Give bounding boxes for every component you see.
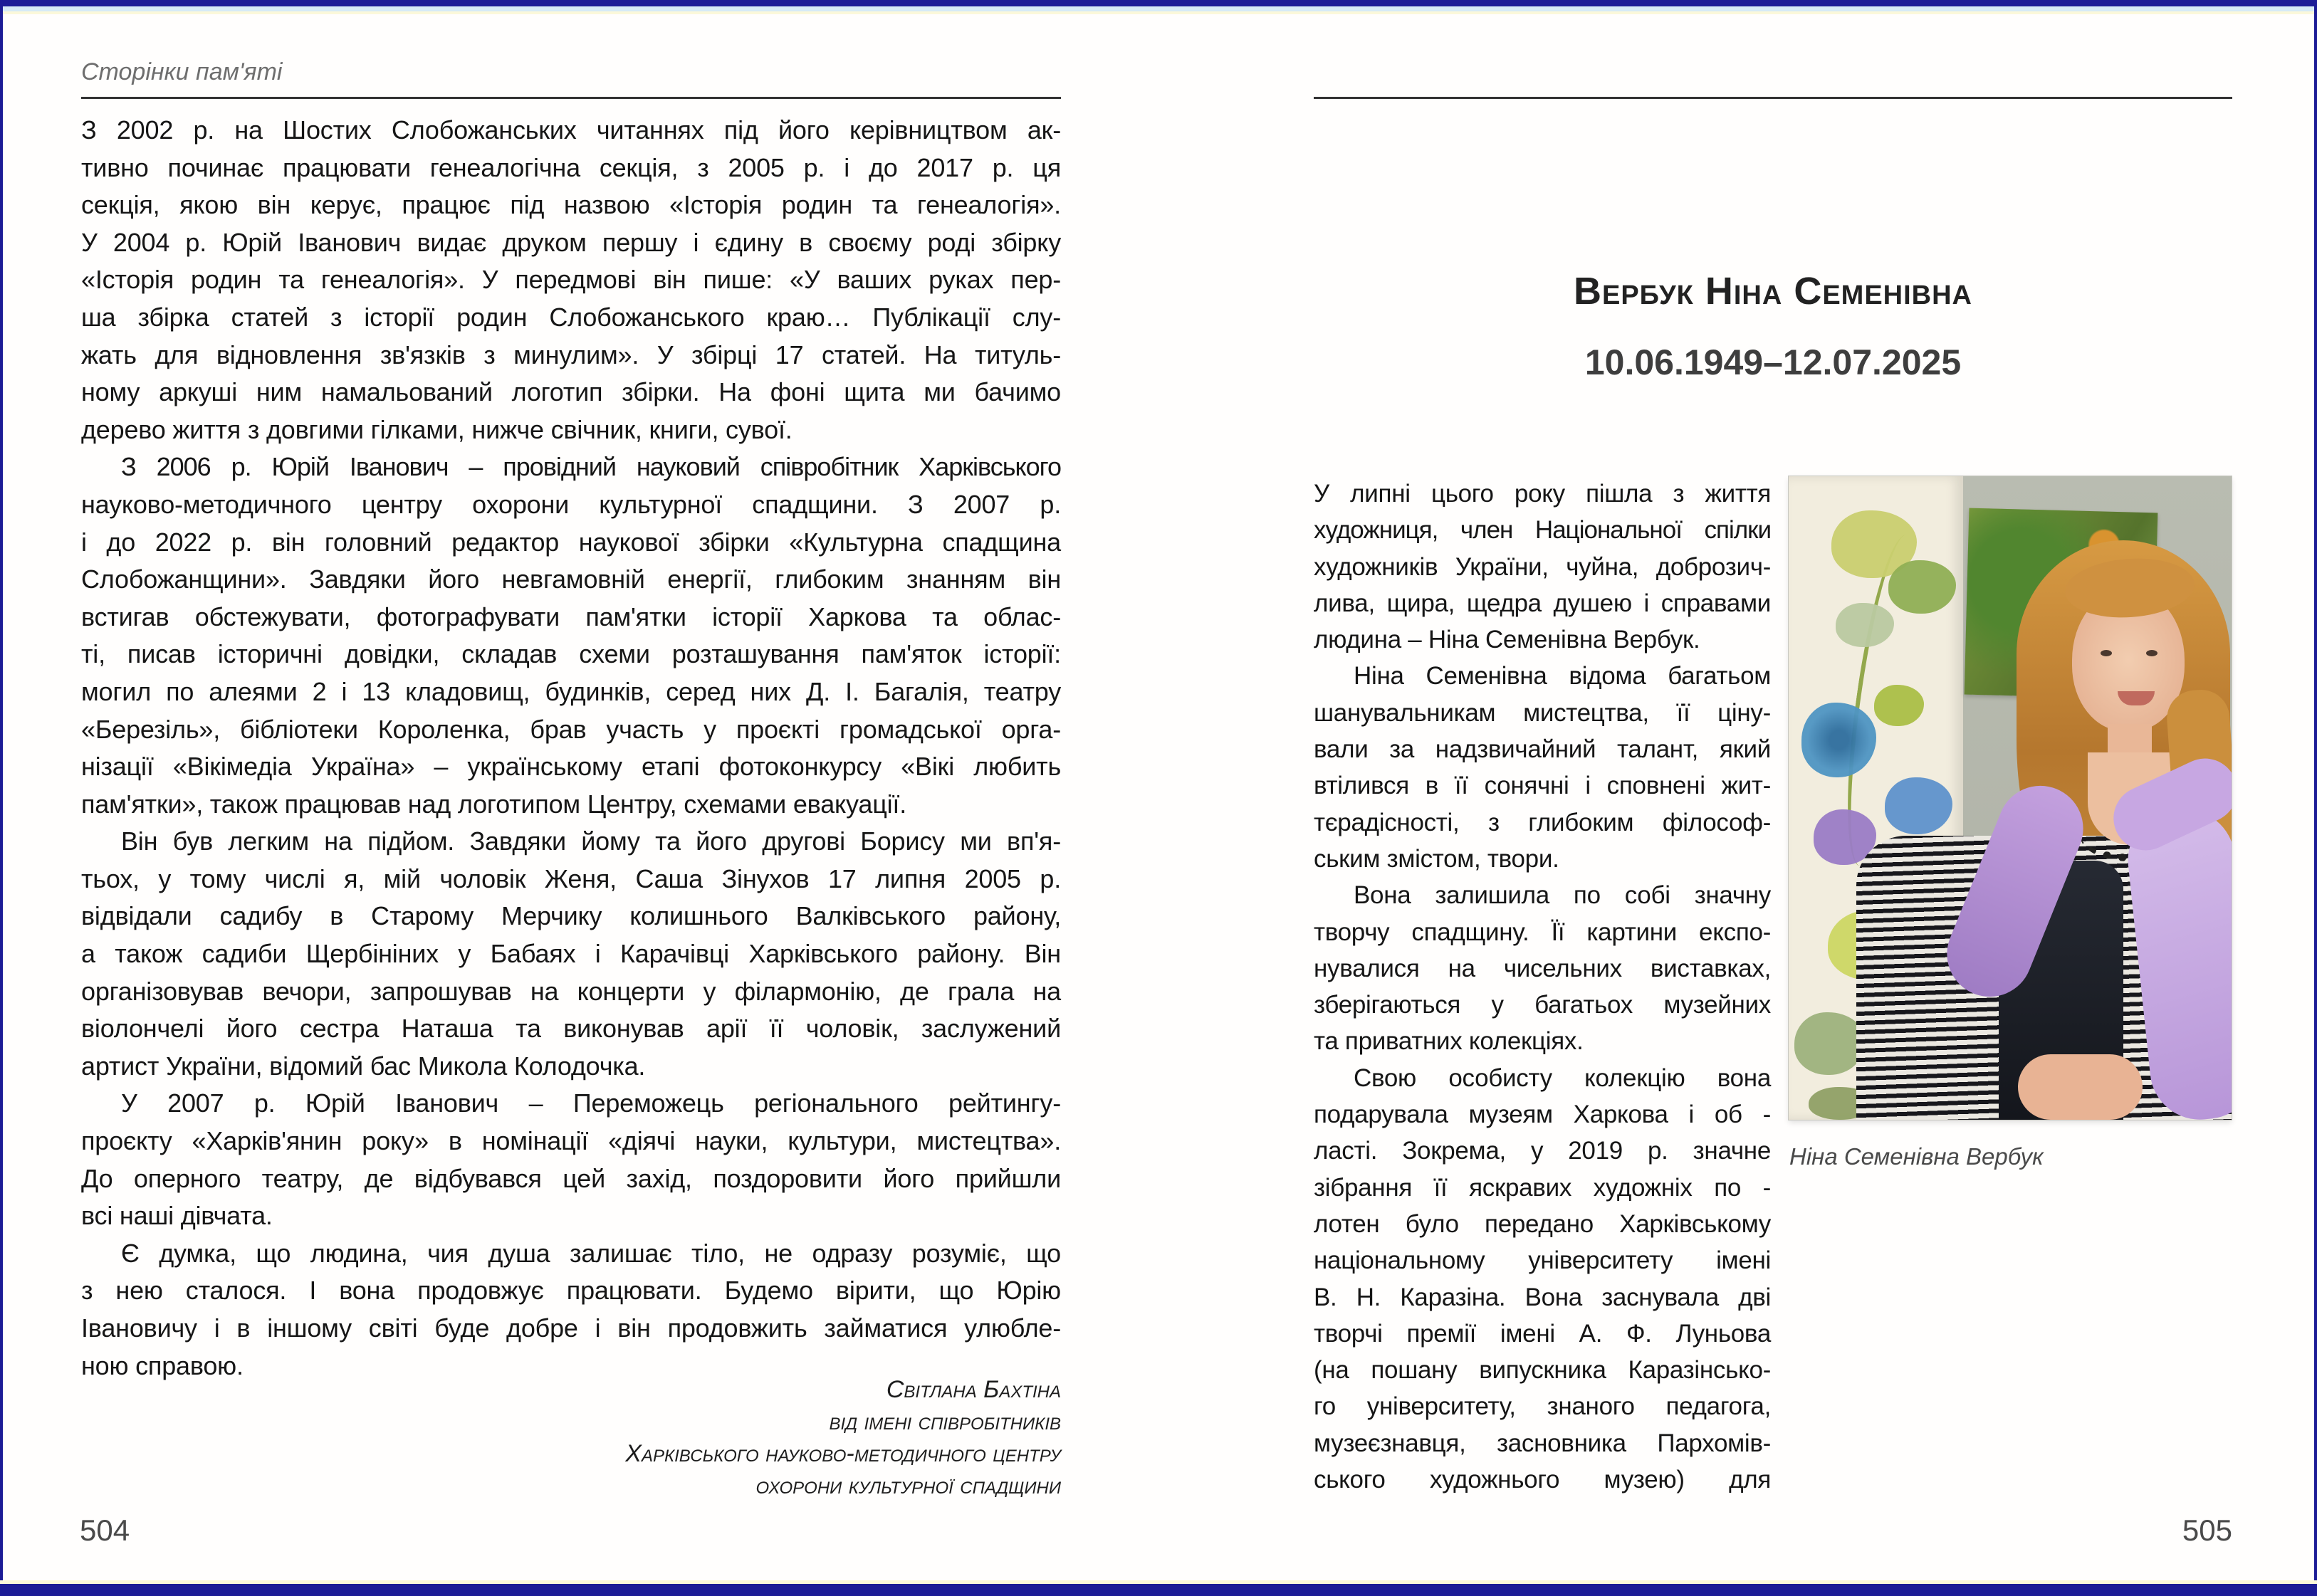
text-line: До оперного театру, де відбувався цей захід, поздоровити його прийшли [81, 1163, 1061, 1193]
text-line: подарувала музеям Харкова і об - [1314, 1101, 1771, 1129]
memorial-photo [1789, 476, 2232, 1120]
text-line: людина – Ніна Семенівна Вербук. [1314, 626, 1700, 654]
text-line: дерево життя з довгими гілками, нижче свічник, книги, сувої. [81, 414, 793, 444]
text-line: Ніна Семенівна відома багатьом [1354, 662, 1771, 691]
right-page-body [1314, 476, 1771, 1498]
text-line: тьох, у тому числі я, мій чоловік Женя, Саша Зінухов 17 липня 2005 р. [81, 863, 1061, 893]
memorial-title: Вербук Ніна Семенівна [1573, 270, 1972, 313]
text-line: жать для відновлення зв'язків з минулим». У збірці 17 статей. На титуль- [81, 340, 1061, 369]
text-line: лотен було передано Харківському [1314, 1209, 1771, 1238]
frame-top-cream [0, 11, 2317, 14]
running-head: Сторінки пам'яті [81, 58, 283, 85]
text-line: тивно починає працювати генеалогічна секція, з 2005 р. і до 2017 р. ця [81, 152, 1061, 182]
text-line: ному аркуші ним намальований логотип збірки. На фоні щита ми бачимо [81, 377, 1061, 407]
text-line: (на пошану випускника Каразінсько- [1314, 1356, 1771, 1385]
text-line: шанувальникам мистецтва, її ціну- [1314, 698, 1771, 727]
text-line: зібрання її яскравих художніх по - [1314, 1173, 1771, 1202]
text-line: У 2004 р. Юрій Іванович видає друком першу і єдину в своєму роді збірку [81, 227, 1061, 257]
text-line: Вона залишила по собі значну [1354, 881, 1771, 910]
text-line: ті, писав історичні довідки, складав схеми розташування пам'яток історії: [81, 639, 1061, 669]
signature-block [81, 1374, 1061, 1502]
text-line: Івановичу і в іншому світі буде добре і він продовжить займатися улюбле- [81, 1313, 1061, 1343]
frame-bottom-navy [0, 1584, 2317, 1596]
text-line: творчі премії імені А. Ф. Луньова [1314, 1319, 1771, 1348]
text-line: «Історія родин та генеалогія». У передмові він пише: «У ваших руках пер- [81, 265, 1061, 295]
woman-hands [2018, 1054, 2143, 1120]
page-number-right: 505 [2182, 1513, 2232, 1547]
text-line: Є думка, що людина, чия душа залишає тіло, не одразу розуміє, що [121, 1238, 1061, 1268]
text-line: Слобожанщини». Завдяки його невгамовній енергії, глибоким знанням він [81, 565, 1061, 594]
frame-top-lightblue [0, 6, 2317, 11]
text-line: відвідали садибу в Старому Мерчику колишнього Валківського району, [81, 901, 1061, 931]
text-line: творчу спадщину. Її картини експо- [1314, 918, 1771, 946]
left-page-body [81, 112, 1061, 1385]
page-number-left: 504 [80, 1513, 130, 1547]
text-line: науково-методичного центру охорони культурної спадщини. З 2007 р. [81, 489, 1061, 519]
text-line: Він був легким на підйом. Завдяки йому та його другові Борису ми вп'я- [121, 826, 1061, 856]
text-line: «Березіль», бібліотеки Короленка, брав участь у проєкті громадської орга- [81, 714, 1061, 744]
photo-caption: Ніна Семенівна Вербук [1789, 1143, 2044, 1170]
text-line: втілився в її сонячні і сповнені жит- [1314, 772, 1771, 800]
text-line: ша збірка статей з історії родин Слобожанського краю… Публікації слу- [81, 302, 1061, 332]
text-line: ського художнього музею) для [1314, 1466, 1771, 1494]
text-line: віолончелі його сестра Наташа та виконував арії її чоловік, заслужений [81, 1014, 1061, 1044]
text-line: артист України, відомий бас Микола Колодочка. [81, 1051, 646, 1081]
text-line: У липні цього року пішла з життя [1314, 480, 1771, 508]
text-line: і до 2022 р. він головний редактор наукової збірки «Культурна спадщина [81, 527, 1061, 557]
text-line: музеєзнавця, засновника Пархомів- [1314, 1429, 1771, 1457]
text-line: проєкту «Харків'янин року» в номінації «діячі науки, культури, мистецтва». [81, 1126, 1061, 1156]
text-line: встигав обстежувати, фотографувати пам'ятки історії Харкова та облас- [81, 602, 1061, 631]
woman-eye [2146, 650, 2158, 656]
text-line: У 2007 р. Юрій Іванович – Переможець регіонального рейтингу- [121, 1088, 1061, 1118]
header-rule-right [1314, 97, 2232, 99]
text-line: З 2002 р. на Шостих Слобожанських читаннях під його керівництвом ак- [81, 115, 1061, 145]
text-line: тєрадісності, з глибоким філософ- [1314, 808, 1771, 836]
text-line: нувалися на чисельних виставках, [1314, 954, 1771, 982]
text-line: охорони культурної спадщини [755, 1472, 1061, 1499]
text-line: ною справою. [81, 1350, 244, 1380]
text-line: та приватних колекціях. [1314, 1027, 1584, 1056]
text-line: секція, якою він керує, працює під назвою «Історія родин та генеалогія». [81, 190, 1061, 220]
text-line: ським змістом, твори. [1314, 844, 1559, 873]
text-line: Харківського науково-методичного центру [625, 1440, 1061, 1467]
text-line: Світлана Бахтіна [886, 1376, 1061, 1403]
frame-right [2314, 0, 2317, 1596]
text-line: художників України, чуйна, доброзич- [1314, 552, 1771, 581]
text-line: вали за надзвичайний талант, який [1314, 735, 1771, 764]
text-line: від імені співробітників [829, 1408, 1061, 1435]
frame-left [0, 0, 3, 1596]
woman-eye [2101, 650, 2112, 656]
text-line: національному університету імені [1314, 1246, 1771, 1275]
memorial-dates: 10.06.1949–12.07.2025 [1584, 342, 1962, 382]
text-line: пам'ятки», також працював над логотипом Центру, схемами евакуації. [81, 789, 907, 819]
frame-top-navy [0, 0, 2317, 6]
text-line: Свою особисту колекцію вона [1354, 1064, 1771, 1092]
text-line: В. Н. Каразіна. Вона заснувала дві [1314, 1283, 1771, 1311]
text-line: організовував вечори, запрошував на концерти у філармонію, де грала на [81, 976, 1061, 1006]
text-line: го університету, знаного педагога, [1314, 1392, 1771, 1421]
text-line: З 2006 р. Юрій Іванович – провідний науковий співробітник Харківського [121, 452, 1061, 482]
text-line: лива, щира, щедра душею і справами [1314, 589, 1771, 617]
text-line: ласті. Зокрема, у 2019 р. значне [1314, 1137, 1771, 1165]
text-line: зберігаються у багатьох музейних [1314, 991, 1771, 1019]
text-line: всі наші дівчата. [81, 1201, 273, 1231]
text-line: а також садиби Щербініних у Бабаях і Карачівці Харківського району. Він [81, 939, 1061, 969]
header-rule-left [81, 97, 1061, 99]
text-line: з нею сталося. І вона продовжує працювати. Будемо вірити, що Юрію [81, 1276, 1061, 1306]
text-line: могил по алеями 2 і 13 кладовищ, будинків, серед них Д. І. Багалія, театру [81, 676, 1061, 706]
text-line: художниця, член Національної спілки [1314, 516, 1771, 545]
text-line: нізації «Вікімедіа Україна» – українському етапі фотоконкурсу «Вікі любить [81, 752, 1061, 782]
